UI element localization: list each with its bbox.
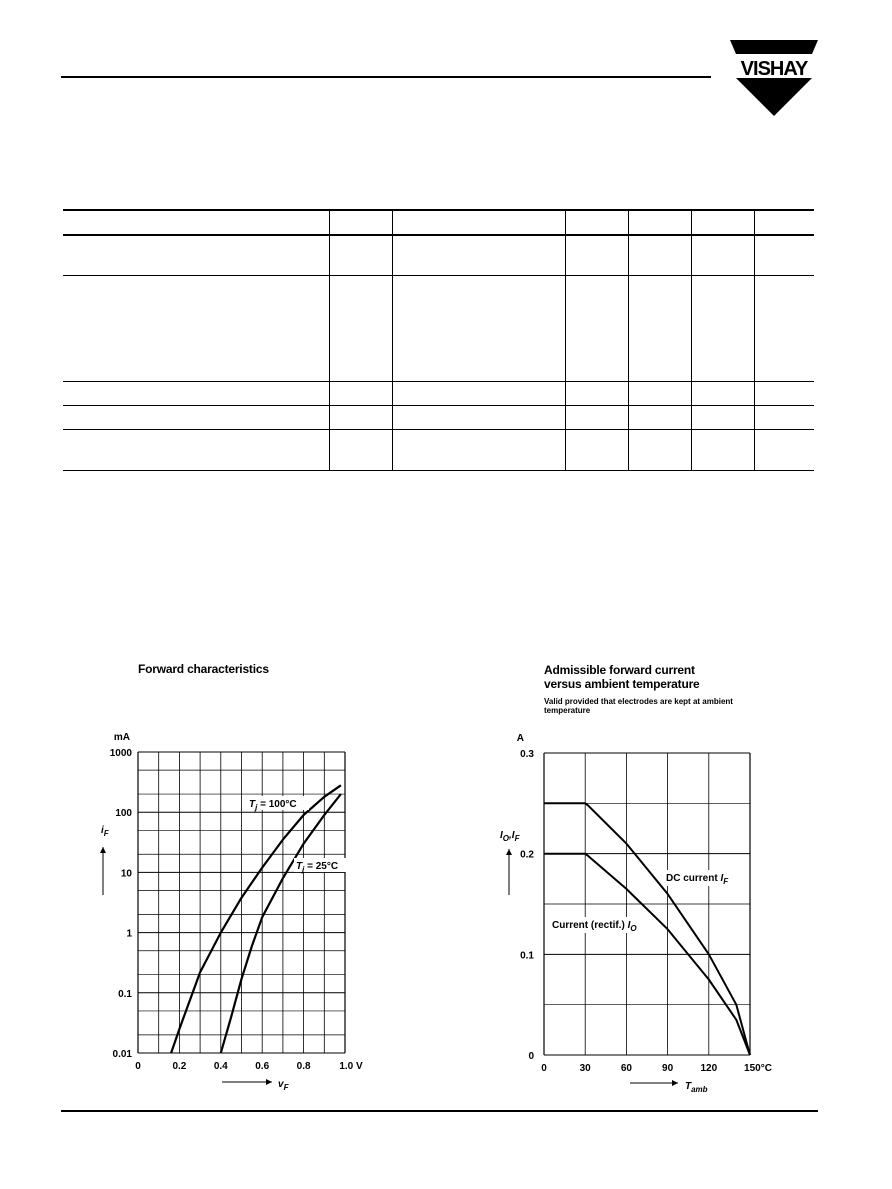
x-tick-label: 60 (620, 1063, 632, 1074)
y-tick-label: 0.2 (520, 849, 534, 861)
table-cell (330, 210, 393, 235)
y-tick-label: 0.1 (520, 950, 534, 962)
x-tick-label: 90 (662, 1063, 674, 1074)
y-tick-label: 0.01 (112, 1049, 132, 1060)
table-cell (566, 210, 629, 235)
table-cell (629, 210, 692, 235)
spec-table (63, 209, 814, 471)
x-tick-label: 150°C (744, 1063, 772, 1074)
x-tick-label: 0 (135, 1061, 141, 1072)
x-tick-label: 120 (700, 1063, 718, 1074)
table-row (63, 275, 814, 381)
table-row (63, 235, 814, 275)
vishay-logo (728, 40, 820, 116)
footer-rule (61, 1110, 818, 1112)
y-unit-label: A (516, 733, 524, 744)
series-line-1 (221, 794, 341, 1053)
y-tick-label: 100 (115, 808, 132, 820)
y-tick-label: 1 (126, 928, 132, 940)
y-tick-label: 10 (120, 868, 132, 880)
forward-characteristics-chart (90, 725, 380, 1100)
y-axis-arrow-head (506, 849, 512, 855)
chart2-title: Admissible forward current versus ambient temperature (544, 663, 700, 691)
y-tick-label: 1000 (109, 748, 132, 759)
x-tick-label: 1.0 V (339, 1061, 363, 1072)
table-cell (63, 210, 330, 235)
table-row (63, 381, 814, 405)
x-axis-arrow-head (266, 1079, 272, 1085)
table-header-row (63, 210, 814, 235)
x-tick-label: 0 (541, 1063, 547, 1074)
table-row (63, 405, 814, 429)
x-tick-label: 0.8 (296, 1061, 311, 1072)
chart1-title: Forward characteristics (138, 662, 269, 676)
admissible-current-chart (490, 725, 790, 1100)
series-label-1: $T_j = 25^\circ C$ (296, 861, 339, 874)
chart2-subtitle: Valid provided that electrodes are kept at ambient temperature (544, 697, 733, 715)
x-tick-label: 0.2 (172, 1061, 187, 1072)
y-tick-label: 0.3 (520, 749, 534, 760)
x-axis-label: $v_F$ (278, 1079, 289, 1092)
table-cell (755, 210, 815, 235)
y-tick-label: 0.1 (118, 988, 132, 1000)
y-tick-label: 0 (528, 1051, 534, 1062)
y-unit-label: mA (113, 732, 130, 743)
series-label-0: $T_j = 100^\circ C$ (249, 799, 297, 812)
header-rule (61, 76, 711, 78)
series-label-0: DC current $I_F$ (666, 873, 729, 886)
x-axis-arrow-head (672, 1080, 678, 1086)
x-tick-label: 0.4 (213, 1061, 228, 1072)
y-axis-arrow-head (100, 847, 106, 853)
logo-text: VISHAY (740, 58, 808, 80)
y-axis-label: $I_O,I_F$ (500, 830, 520, 843)
series-label-1: Current (rectif.) $I_O$ (552, 920, 637, 933)
table-cell (692, 210, 755, 235)
x-tick-label: 30 (579, 1063, 591, 1074)
table-cell (393, 210, 566, 235)
table-row (63, 429, 814, 470)
y-axis-label: $i_F$ (101, 825, 109, 838)
x-axis-label: $T_{amb}$ (685, 1081, 708, 1094)
x-tick-label: 0.6 (255, 1061, 270, 1072)
